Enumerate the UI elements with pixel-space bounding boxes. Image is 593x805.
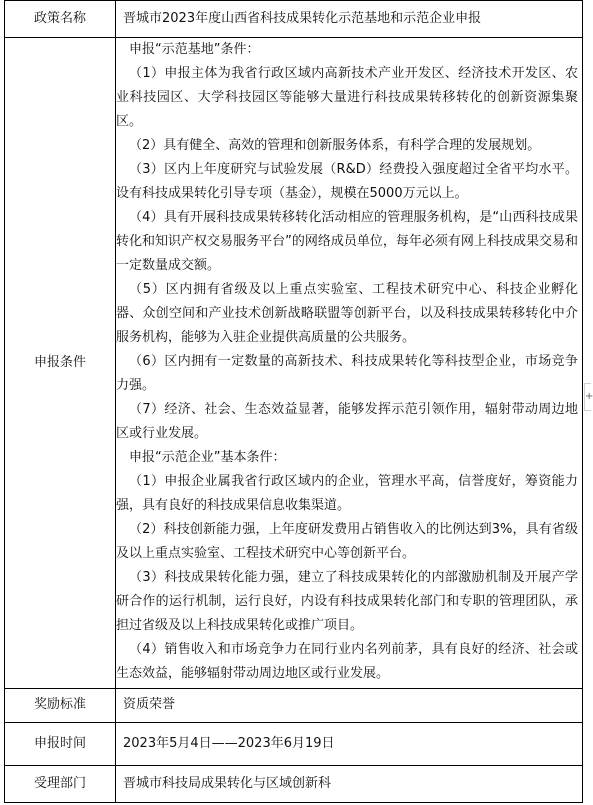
row-accepting-department — [5, 765, 583, 802]
enterprise-condition-4: （4）销售收入和市场竞争力在同行业内名列前茅，具有良好的经济、社会或生态效益，能够辐射带动周边地区或行业发展。 — [116, 642, 578, 682]
base-condition-3: （3）区内上年度研究与试验发展（R&D）经费投入强度超过全省平均水平。设有科技成果转化引导专项（基金），规模在5000万元以上。 — [116, 162, 578, 202]
base-conditions-heading: 申报“示范基地”条件： — [129, 42, 260, 58]
application-time-label: 申报时间 — [5, 722, 116, 765]
row-application-time — [5, 722, 583, 765]
conditions-label: 申报条件 — [5, 38, 116, 689]
base-condition-7: （7）经济、社会、生态效益显著，能够发挥示范引领作用，辐射带动周边地区或行业发展。 — [116, 402, 578, 442]
base-condition-1: （1）申报主体为我省行政区域内高新技术产业开发区、经济技术开发区、农业科技园区、大学科技园区等能够大量进行科技成果转移转化的创新资源集聚区。 — [116, 66, 578, 130]
row-reward-standard — [5, 688, 583, 722]
policy-name-value: 晋城市2023年度山西省科技成果转化示范基地和示范企业申报 — [116, 1, 583, 38]
enterprise-condition-1: （1）申报企业属我省行政区域内的企业，管理水平高，信誉度好，筹资能力强，具有良好的科技成果信息收集渠道。 — [116, 474, 578, 514]
policy-table — [4, 0, 583, 803]
row-policy-name — [5, 1, 583, 38]
enterprise-condition-2: （2）科技创新能力强，上年度研发费用占销售收入的比例达到3%，具有省级及以上重点实验室、工程技术研究中心等创新平台。 — [116, 522, 578, 562]
accepting-department-value: 晋城市科技局成果转化与区域创新科 — [116, 765, 583, 802]
base-condition-4: （4）具有开展科技成果转移转化活动相应的管理服务机构，是“山西科技成果转化和知识产权交易服务平台”的网络成员单位，每年必须有网上科技成果交易和一定数量成交额。 — [116, 210, 578, 274]
application-time-value: 2023年5月4日——2023年6月19日 — [116, 722, 583, 765]
row-conditions — [5, 38, 583, 689]
reward-standard-value: 资质荣誉 — [116, 688, 583, 722]
base-condition-5: （5）区内拥有省级及以上重点实验室、工程技术研究中心、科技企业孵化器、众创空间和产业技术创新战略联盟等创新平台，以及科技成果转移转化中介服务机构，能够为入驻企业提供高质量的公共服务。 — [116, 282, 578, 346]
enterprise-conditions-heading: 申报“示范企业”基本条件： — [129, 450, 286, 466]
conditions-content — [116, 38, 583, 689]
expand-plus-icon[interactable]: + — [584, 383, 591, 411]
enterprise-condition-3: （3）科技成果转化能力强，建立了科技成果转化的内部激励机制及开展产学研合作的运行机制，运行良好，内设有科技成果转化部门和专职的管理团队，承担过省级及以上科技成果转化或推广项目。 — [116, 570, 578, 634]
base-condition-6: （6）区内拥有一定数量的高新技术、科技成果转化等科技型企业，市场竞争力强。 — [116, 354, 578, 394]
policy-name-label: 政策名称 — [5, 1, 116, 38]
accepting-department-label: 受理部门 — [5, 765, 116, 802]
reward-standard-label: 奖励标准 — [5, 688, 116, 722]
base-condition-2: （2）具有健全、高效的管理和创新服务体系，有科学合理的发展规划。 — [129, 138, 541, 154]
